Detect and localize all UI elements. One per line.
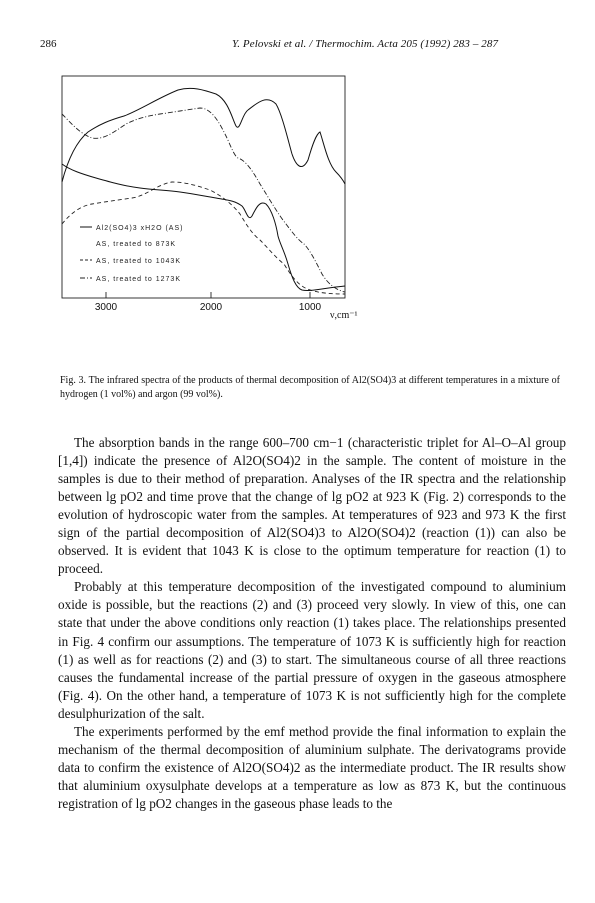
legend-label-1273k: AS, treated to 1273K bbox=[96, 276, 181, 283]
legend-label-1043k: AS, treated to 1043K bbox=[96, 258, 181, 265]
paragraph: The absorption bands in the range 600–700 cm−1 (characteristic triplet for Al–O–Al group [1,4]) indicate the presence of Al2O(SO4)2 in the sample. The content of moisture in the samples is due to their method of preparation. Analyses of the IR spectra and the relationship between lg pO2 and time prove that the change of lg pO2 at 923 K (Fig. 2) corresponds to the evolution of hydroscopic water from the samples. At temperatures of 923 and 973 K the first sign of the partial decomposition of Al2(SO4)3 to Al2O(SO4)2 (reaction (1)) can also be observed. It is evident that 1043 K is close to the optimum temperature for reaction (1) to proceed. bbox=[58, 435, 566, 577]
running-head: Y. Pelovski et al. / Thermochim. Acta 205 (1992) 283 – 287 bbox=[232, 38, 499, 50]
paragraph: Probably at this temperature decomposition of the investigated compound to aluminium oxide is possible, but the reactions (2) and (3) proceed very slowly. In view of this, one can state that under the above conditions only reaction (1) takes place. The relationships presented in Fig. 4 confirm our assumptions. The temperature of 1073 K is sufficiently high for reaction (1) as well as for reactions (2) and (3) to start. The simultaneous course of all three reactions causes the fundamental increase of the partial pressure of oxygen in the gaseous atmosphere (Fig. 4). On the other hand, a temperature of 1073 K is not sufficiently high for the complete desulphurization of the salt. bbox=[58, 579, 566, 721]
caption-text: The infrared spectra of the products of thermal decomposition of Al2(SO4)3 at different temperatures in a mixture of hydrogen (1 vol%) and argon (99 vol%). bbox=[60, 375, 560, 400]
x-tick-label: 2000 bbox=[199, 302, 223, 313]
page-number: 286 bbox=[40, 38, 57, 50]
paragraph: The experiments performed by the emf method provide the final information to explain the mechanism of the thermal decomposition of aluminium sulphate. The derivatograms provide data to confirm the existence of Al2O(SO4)2 as the intermediate product. The IR results show that aluminium oxysulphate develops at a temperature as low as 873 K, but the continuous registration of lg pO2 changes in the gaseous phase leads to the bbox=[58, 723, 566, 811]
x-tick-label: 3000 bbox=[94, 302, 118, 313]
x-axis-unit: ν,cm⁻¹ bbox=[330, 310, 358, 321]
ir-spectra-plot bbox=[40, 74, 560, 370]
legend-label-873k: AS, treated to 873K bbox=[96, 241, 177, 248]
figure bbox=[40, 74, 560, 370]
legend-label-as: Al2(SO4)3 xH2O (AS) bbox=[96, 225, 184, 232]
caption-label: Fig. 3. bbox=[60, 375, 87, 386]
figure-caption bbox=[60, 374, 560, 402]
spectrum-as bbox=[62, 88, 345, 184]
body-text bbox=[58, 434, 566, 813]
x-tick-label: 1000 bbox=[298, 302, 322, 313]
